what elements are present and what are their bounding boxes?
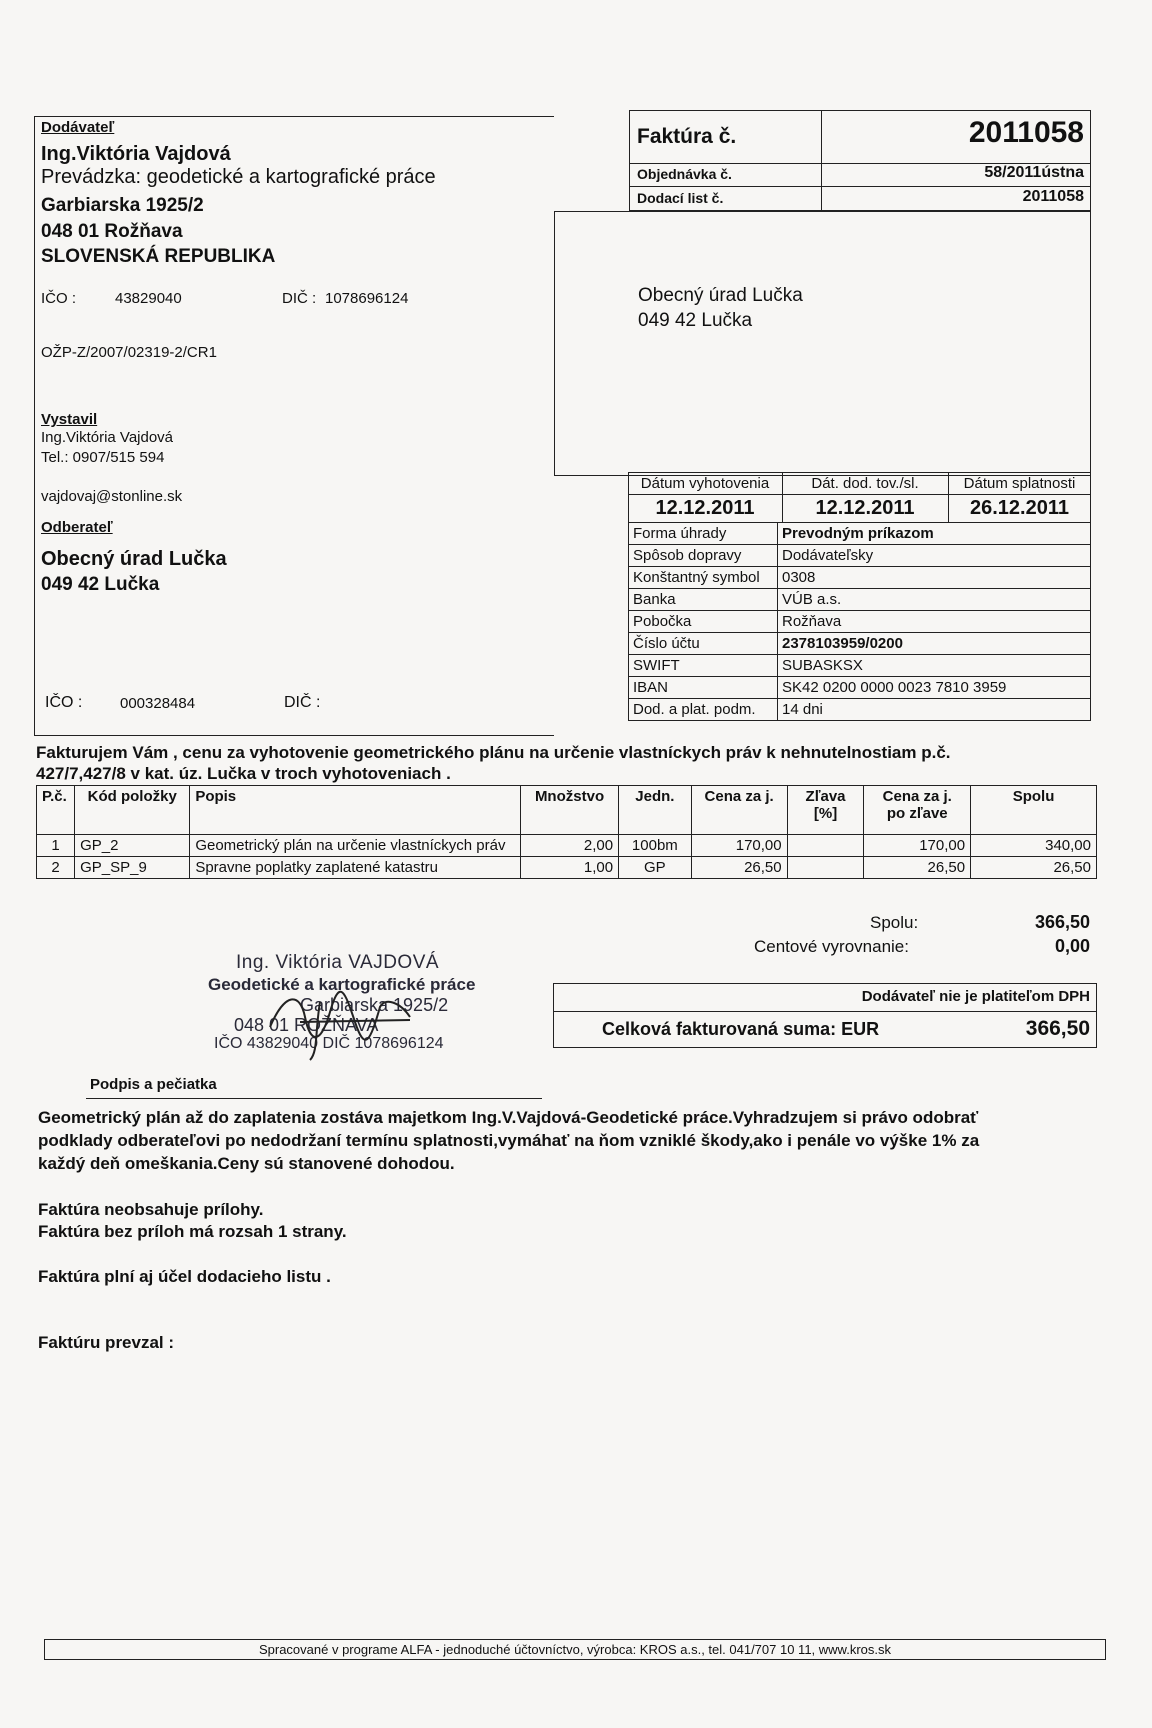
item-qty: 2,00: [520, 835, 618, 857]
sum-label: Spolu:: [870, 913, 919, 932]
supplier-city: 048 01 Rožňava: [41, 221, 183, 242]
table-row: [37, 857, 1097, 879]
address-line2: 049 42 Lučka: [638, 310, 753, 331]
issue-date: 12.12.2011: [655, 497, 755, 519]
payment-value: SUBASKSX: [778, 655, 1091, 677]
payment-row: [629, 699, 1091, 721]
supplier-ico-label: IČO :: [41, 290, 77, 307]
payment-label: Konštantný symbol: [629, 567, 778, 589]
header-qty: Množstvo: [520, 786, 618, 835]
payment-value: 0308: [778, 567, 1091, 589]
notes-p1-line3: každý deň omeškania.Ceny sú stanovené dohodou.: [38, 1154, 455, 1173]
supply-date-label: Dát. dod. tov./sl.: [811, 475, 919, 492]
payment-value: 2378103959/0200: [778, 633, 1091, 655]
payment-value: VÚB a.s.: [778, 589, 1091, 611]
payment-row: [629, 545, 1091, 567]
customer-name: Obecný úrad Lučka: [41, 548, 227, 570]
customer-city: 049 42 Lučka: [41, 574, 160, 595]
order-label: Objednávka č.: [637, 166, 732, 182]
payment-value: Dodávateľsky: [778, 545, 1091, 567]
item-unit: 100bm: [619, 835, 692, 857]
header-total: Spolu: [971, 786, 1097, 835]
issue-date-label: Dátum vyhotovenia: [640, 475, 770, 492]
item-code: GP_SP_9: [75, 857, 190, 879]
payment-row: [629, 567, 1091, 589]
payment-label: Forma úhrady: [629, 523, 778, 545]
header-discount: [787, 786, 864, 835]
payment-label: SWIFT: [629, 655, 778, 677]
header-discount-line1: Zľava: [805, 788, 846, 805]
payment-label: Pobočka: [629, 611, 778, 633]
payment-value: Rožňava: [778, 611, 1091, 633]
order-number: 58/2011ústna: [984, 164, 1084, 181]
item-price: 170,00: [691, 835, 787, 857]
item-price-after-discount: 170,00: [864, 835, 971, 857]
address-line1: Obecný úrad Lučka: [638, 285, 803, 306]
invoice-header-divider: [821, 110, 822, 211]
payment-value: SK42 0200 0000 0023 7810 3959: [778, 677, 1091, 699]
table-row: [37, 835, 1097, 857]
item-discount: [787, 835, 864, 857]
payment-row: [629, 633, 1091, 655]
items-table: [36, 785, 1097, 879]
item-unit: GP: [619, 857, 692, 879]
invoice-number: 2011058: [968, 116, 1084, 149]
item-desc: Spravne poplatky zaplatené katastru: [190, 857, 521, 879]
issuer-email: vajdovaj@stonline.sk: [41, 488, 183, 505]
invoice-header-rule2: [629, 186, 1091, 187]
customer-ico: 000328484: [120, 695, 196, 712]
supplier-country: SLOVENSKÁ REPUBLIKA: [41, 246, 276, 267]
due-date: 26.12.2011: [970, 497, 1069, 519]
header-unit: Jedn.: [619, 786, 692, 835]
customer-ico-label: IČO :: [45, 694, 83, 711]
delivery-number: 2011058: [1022, 188, 1084, 205]
stamp-line1: Ing. Viktória VAJDOVÁ: [236, 952, 440, 973]
payment-label: Dod. a plat. podm.: [629, 699, 778, 721]
header-pdisc-line2: po zľave: [886, 805, 948, 822]
notes-p5: Faktúru prevzal :: [38, 1333, 175, 1352]
header-pdisc-line1: Cena za j.: [882, 788, 952, 805]
supplier-registry: OŽP-Z/2007/02319-2/CR1: [41, 344, 217, 361]
issuer-phone: Tel.: 0907/515 594: [41, 449, 165, 466]
stamp-line4: 048 01 ROŽŇAVA: [234, 1015, 379, 1035]
item-discount: [787, 857, 864, 879]
header-pc: P.č.: [37, 786, 75, 835]
supplier-name: Ing.Viktória Vajdová: [41, 143, 231, 165]
payment-value: 14 dni: [778, 699, 1091, 721]
supplier-street: Garbiarska 1925/2: [41, 195, 204, 216]
totals-box-rule: [553, 1011, 1097, 1012]
delivery-label: Dodací list č.: [637, 190, 724, 206]
supplier-dic: 1078696124: [325, 290, 409, 307]
invoice-label: Faktúra č.: [637, 125, 737, 148]
item-total: 26,50: [971, 857, 1097, 879]
intro-line2: 427/7,427/8 v kat. úz. Lučka v troch vyhotoveniach .: [36, 764, 451, 783]
items-header-row: [37, 786, 1097, 835]
item-desc: Geometrický plán na určenie vlastníckych práv: [190, 835, 521, 857]
header-price: Cena za j.: [691, 786, 787, 835]
stamp-line3: Garbiarska 1925/2: [300, 995, 449, 1015]
notes-p4: Faktúra plní aj účel dodacieho listu .: [38, 1267, 331, 1286]
header-price-after-discount: [864, 786, 971, 835]
payment-row: [629, 655, 1091, 677]
grand-total-value: 366,50: [1025, 1017, 1090, 1040]
customer-heading: Odberateľ: [41, 519, 113, 536]
item-price: 26,50: [691, 857, 787, 879]
payment-label: Číslo účtu: [629, 633, 778, 655]
payment-info-table: [628, 522, 1091, 721]
item-pc: 2: [37, 857, 75, 879]
header-discount-line2: [%]: [813, 805, 838, 822]
signature-line: [86, 1098, 542, 1099]
notes-p2: Faktúra neobsahuje prílohy.: [38, 1200, 264, 1219]
footer-text: Spracované v programe ALFA - jednoduché účtovníctvo, výrobca: KROS a.s., tel. 041/707 10 11, www.kros.sk: [258, 1642, 892, 1657]
payment-row: [629, 677, 1091, 699]
customer-dic-label: DIČ :: [284, 694, 321, 711]
payment-row: [629, 523, 1091, 545]
vat-note: Dodávateľ nie je platiteľom DPH: [861, 988, 1090, 1005]
notes-p1-line1: Geometrický plán až do zaplatenia zostáva majetkom Ing.V.Vajdová-Geodetické práce.Vyhradzujem si právo odobrať: [38, 1108, 979, 1127]
notes-p3: Faktúra bez príloh má rozsah 1 strany.: [38, 1222, 347, 1241]
rounding-label: Centové vyrovnanie:: [754, 937, 909, 956]
header-desc: Popis: [190, 786, 521, 835]
payment-value: Prevodným príkazom: [778, 523, 1091, 545]
issuer-heading: Vystavil: [41, 411, 98, 428]
item-pc: 1: [37, 835, 75, 857]
supplier-heading: Dodávateľ: [41, 119, 115, 136]
due-date-label: Dátum splatnosti: [963, 475, 1076, 492]
supplier-business: Prevádzka: geodetické a kartografické práce: [41, 166, 436, 188]
grand-total-label: Celková fakturovaná suma: EUR: [602, 1019, 880, 1039]
signature-icon: [260, 972, 430, 1062]
payment-row: [629, 611, 1091, 633]
stamp-line2: Geodetické a kartografické práce: [208, 975, 476, 994]
item-qty: 1,00: [520, 857, 618, 879]
stamp-line5: IČO 43829040 DIČ 1078696124: [214, 1035, 444, 1052]
item-total: 340,00: [971, 835, 1097, 857]
rounding-value: 0,00: [1054, 936, 1090, 956]
sum-value: 366,50: [1034, 912, 1090, 932]
stamp-caption: Podpis a pečiatka: [90, 1076, 217, 1093]
supplier-ico: 43829040: [115, 290, 182, 307]
item-code: GP_2: [75, 835, 190, 857]
payment-label: Banka: [629, 589, 778, 611]
payment-row: [629, 589, 1091, 611]
address-window: [554, 211, 1091, 476]
dates-rule: [628, 494, 1091, 495]
header-code: Kód položky: [75, 786, 190, 835]
supply-date: 12.12.2011: [815, 497, 915, 519]
payment-label: IBAN: [629, 677, 778, 699]
item-price-after-discount: 26,50: [864, 857, 971, 879]
issuer-name: Ing.Viktória Vajdová: [41, 429, 174, 446]
supplier-dic-label: DIČ :: [282, 290, 317, 307]
payment-label: Spôsob dopravy: [629, 545, 778, 567]
notes-p1-line2: podklady odberateľovi po nedodržaní termínu splatnosti,vymáhať na ňom vzniklé škody,ako i penále vo výške 1% za: [38, 1131, 980, 1150]
intro-line1: Fakturujem Vám , cenu za vyhotovenie geometrického plánu na určenie vlastníckych práv k nehnutelnostiam p.č.: [36, 743, 951, 762]
